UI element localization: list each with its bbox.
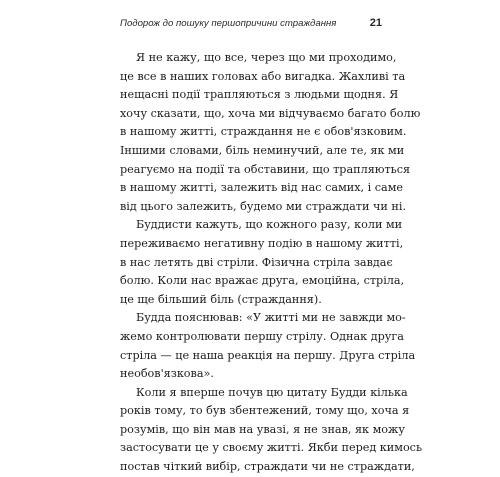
text-line: необов'язкова».: [120, 367, 214, 381]
text-line: в нас летять дві стріли. Фізична стріла завдає: [120, 255, 393, 269]
text-line: стріла — це наша реакція на першу. Друга стріла: [120, 348, 416, 362]
text-line: в нашому житті, залежить від нас самих, і саме: [120, 181, 404, 195]
text-line: застосувати це у своєму житті. Якби перед кимось: [120, 441, 423, 455]
text-line: Коли я вперше почув цю цитату Будди кілька: [136, 385, 408, 399]
text-line: нещасні події трапляються з людьми щодня. Я: [120, 88, 399, 102]
text-line: це ще більший біль (страждання).: [120, 292, 322, 306]
text-line: жемо контролювати першу стрілу. Однак друга: [120, 329, 404, 343]
text-line: Я не кажу, що все, через що ми проходимо,: [136, 51, 397, 64]
paragraph: [120, 49, 421, 216]
text-line: Буддисти кажуть, що кожного разу, коли ми: [136, 218, 403, 232]
text-line: болю. Коли нас вражає друга, емоційна, стріла,: [120, 274, 405, 288]
paragraph: [120, 384, 423, 477]
body-text: [120, 49, 423, 477]
text-line: Іншими словами, біль неминучий, але те, як ми: [120, 143, 405, 157]
text-line: років тому, то був збентежений, тому що, хоча я: [120, 404, 410, 418]
text-line: в нашому житті, страждання не є обов'язковим.: [120, 125, 407, 139]
text-line: хочу сказати, що, хоча ми відчуваємо багато болю: [120, 106, 421, 120]
text-line: розумів, що він мав на увазі, я не знав, як можу: [120, 422, 405, 436]
text-line: реагуємо на події та обставини, що трапляються: [120, 162, 411, 176]
page-header: [120, 18, 382, 38]
paragraph: [120, 309, 416, 383]
text-line: Будда пояснював: «У житті ми не завжди мо-: [136, 311, 406, 325]
text-line: переживаємо негативну подію в нашому житті,: [120, 236, 404, 250]
running-title: Подорож до пошуку першопричини страждання: [120, 18, 337, 29]
page-number: 21: [369, 17, 382, 29]
paragraph: [120, 216, 405, 309]
text-line: постав чіткий вибір, страждати чи не страждати,: [120, 460, 415, 474]
text-line: від цього залежить, будемо ми страждати чи ні.: [120, 199, 407, 213]
text-line: це все в наших головах або вигадка. Жахливі та: [120, 69, 406, 83]
